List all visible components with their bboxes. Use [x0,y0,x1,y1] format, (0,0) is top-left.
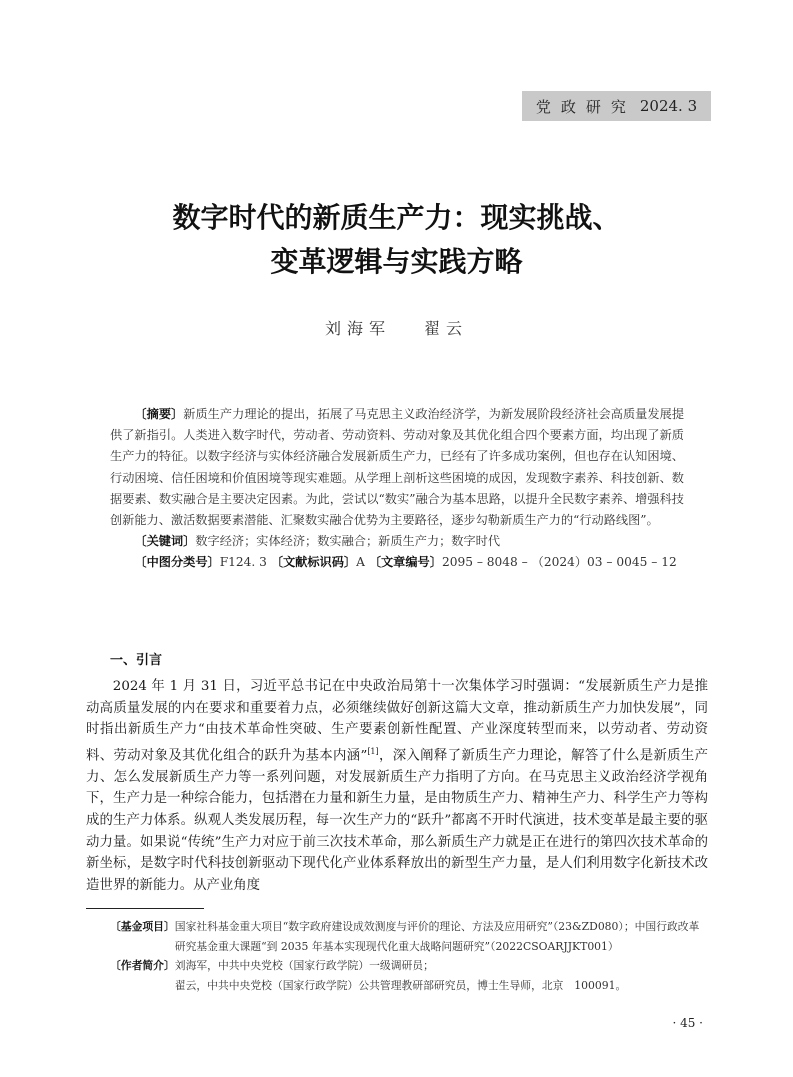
paragraph-part-1: 2024 年 1 月 31 日，习近平总书记在中央政治局第十一次集体学习时强调：“发展新质生产力是推动高质量发展的内在要求和重要着力点，必须继续做好创新这篇大文章，推动新质生产力加快发展”，同时指出新质生产力“由技术革命性突破、生产要素创新性配置、产业深度转型而来，以劳动者、劳动资料、劳动对象及其优化组合的跃升为基本内涵” [86,679,708,764]
footnotes [110,917,710,995]
fund-label: 〔基金项目〕 [110,920,175,933]
reference-marker[interactable]: [1] [367,746,379,756]
keywords-text: 数字经济；实体经济；数实融合；新质生产力；数字时代 [195,534,501,549]
fund-footnote [110,917,710,956]
page-number: · 45 · [672,1016,703,1030]
journal-header-box [522,91,711,121]
authors [0,316,793,339]
body-text [86,676,708,896]
doc-code-value: A [356,555,365,570]
journal-issue: 2024. 3 [639,97,698,115]
author-footnote [110,956,710,995]
author-info-2: 翟云，中共中央党校（国家行政学院）公共管理教研部研究员，博士生导师，北京 100091。 [174,978,627,992]
clc-label: 〔中图分类号〕 [134,555,220,570]
paragraph-part-2: ，深入阐释了新质生产力理论，解答了什么是新质生产力、怎么发展新质生产力等一系列问题，对发展新质生产力指明了方向。在马克思主义政治经济学视角下，生产力是一种综合能力，包括潜在力量和新生力量，是由物质生产力、精神生产力、科学生产力等构成的生产力体系。纵观人类发展历程，每一次生产力的“跃升”都离不开时代演进，技术变革是最主要的驱动力量。如果说“传统”生产力对应于前三次技术革命，那么新质生产力就是正在进行的第四次技术革命的新坐标，是数字时代科技创新驱动下现代化产业体系释放出的新型生产力量，是人们利用数字化新技术改造世界的新能力。从产业角度 [86,748,708,893]
fund-text: 国家社科基金重大项目“数字政府建设成效测度与评价的理论、方法及应用研究”（23&ZD080）；中国行政改革研究基金重大课题“到 2035 年基本实现现代化重大战略问题研究”（2022CSOARJJKT001） [174,920,700,953]
article-number-value: 2095 – 8048 – （2024）03 – 0045 – 12 [441,555,677,570]
article-number-label: 〔文章编号〕 [368,555,442,570]
abstract-text: 新质生产力理论的提出，拓展了马克思主义政治经济学，为新发展阶段经济社会高质量发展提供了新指引。人类进入数字时代，劳动者、劳动资料、劳动对象及其优化组合四个要素方面，均出现了新质生产力的特征。以数字经济与实体经济融合发展新质生产力，已经有了许多成功案例，但也存在认知困境、行动困境、信任困境和价值困境等现实难题。从学理上剖析这些困境的成因，发现数字素养、科技创新、数据要素、数实融合是主要决定因素。为此，尝试以“数实”融合为基本思路，以提升全民数字素养、增强科技创新能力、激活数据要素潜能、汇聚数实融合优势为主要路径，逐步勾勒新质生产力的“行动路线图”。 [110,407,685,528]
author-2: 翟云 [424,319,469,338]
footnote-divider [86,908,204,909]
doc-code-label: 〔文献标识码〕 [270,555,357,570]
author-info [175,956,710,995]
abstract [110,404,684,531]
journal-name: 党政研究 [535,97,636,116]
author-info-label: 〔作者简介〕 [110,959,175,973]
article-title [0,196,793,284]
keywords-label: 〔关键词〕 [134,534,196,549]
clc-value: F124. 3 [219,555,267,570]
author-1: 刘海军 [324,319,391,338]
classification-line [110,552,684,573]
author-info-1: 刘海军，中共中央党校（国家行政学院）一级调研员； [174,959,434,973]
title-line-2: 变革逻辑与实践方略 [270,245,523,278]
abstract-label: 〔摘要〕 [134,407,184,421]
keywords [110,531,684,552]
section-heading: 一、引言 [110,653,163,668]
abstract-block [110,404,684,574]
body-paragraph [86,676,708,896]
title-line-1: 数字时代的新质生产力：现实挑战、 [172,201,621,234]
